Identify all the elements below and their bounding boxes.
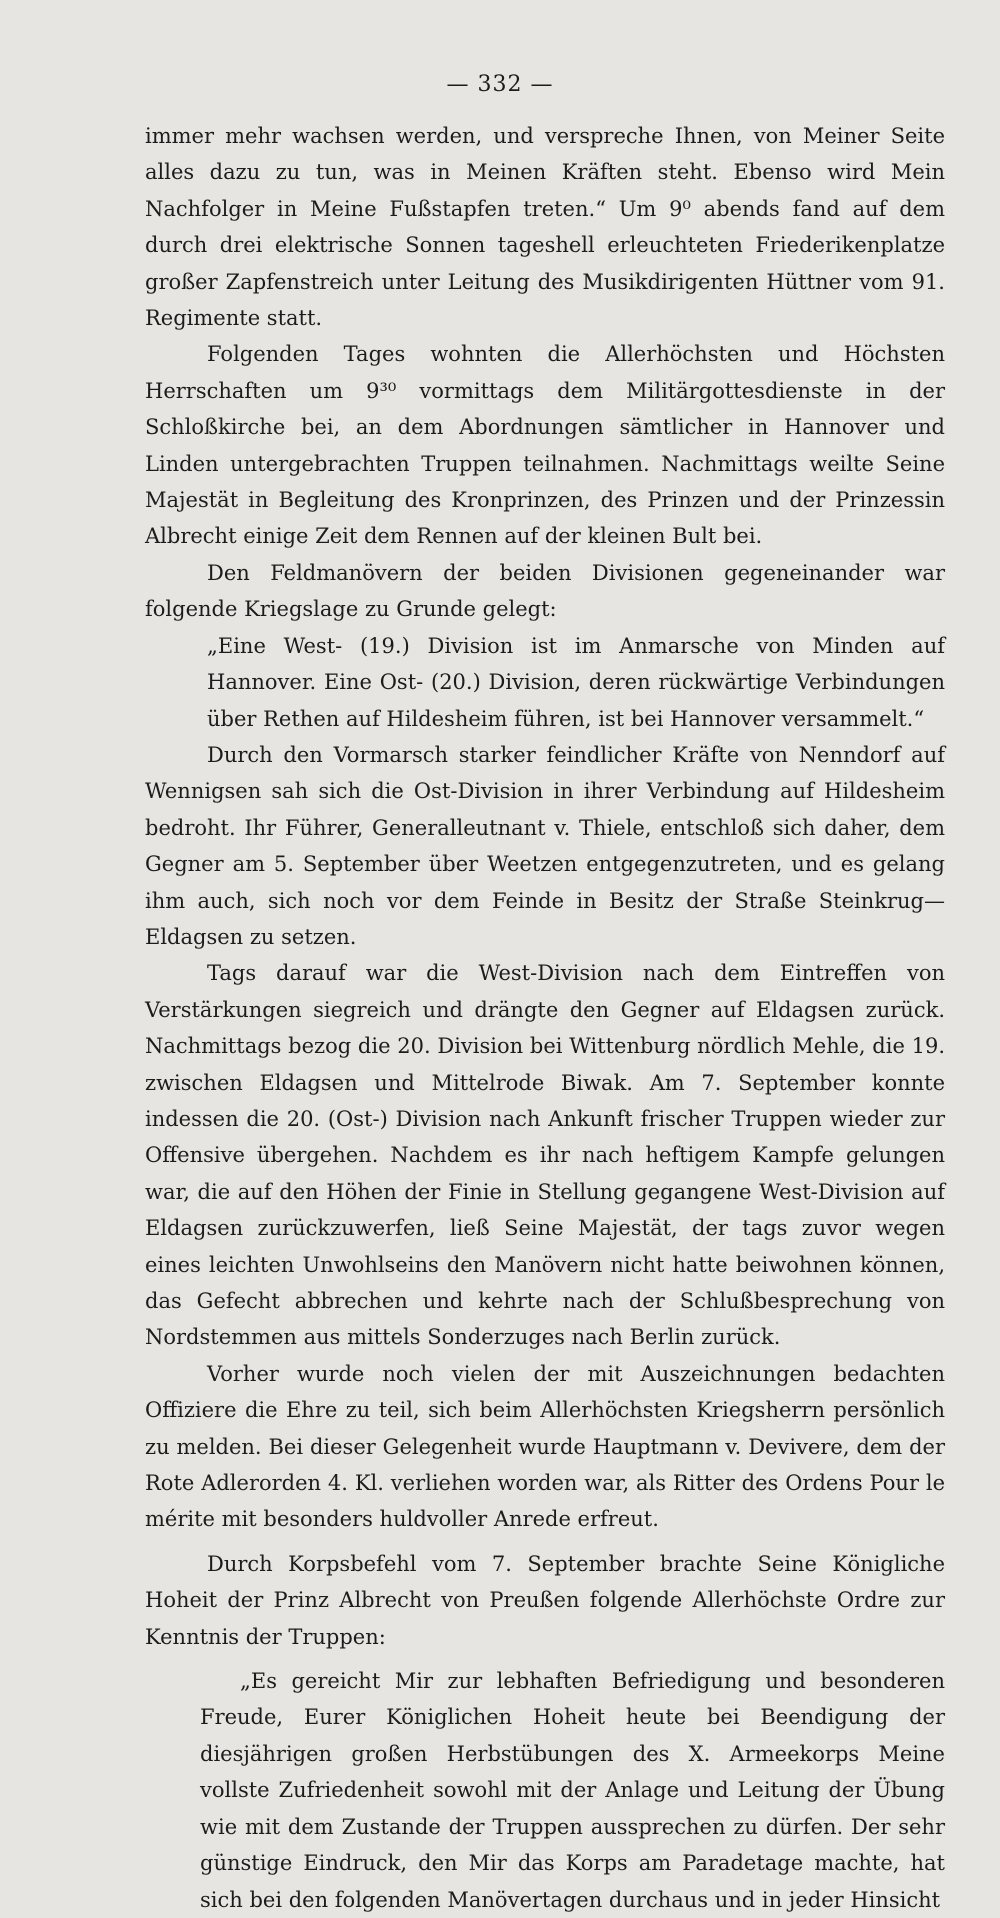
paragraph: Durch Korpsbefehl vom 7. September brachte Seine Königliche Hoheit der Prinz Albrecht von Preußen folgende Allerhöchste Ordre zur Kenntnis der Truppen:	[145, 1551, 945, 1649]
paragraph: Den Feldmanövern der beiden Divisionen gegeneinander war folgende Kriegslage zu Grunde gelegt:	[145, 560, 945, 622]
quoted-situation: „Eine West- (19.) Division ist im Anmarsche von Minden auf Hannover. Eine Ost- (20.) Division, deren rückwärtige Verbindungen über Rethen auf Hildesheim führen, ist bei Hannover versammelt.“	[207, 633, 945, 731]
paragraph: Durch den Vormarsch starker feindlicher Kräfte von Nenndorf auf Wennigsen sah sich die Ost-Division in ihrer Verbindung auf Hildesheim bedroht. Ihr Führer, Generalleutnant v. Thiele, entschloß sich daher, dem Gegner am 5. September über Weetzen entgegenzutreten, und es gelang ihm auch, sich noch vor dem Feinde in Besitz der Straße Steinkrug—Eldagsen zu setzen.	[145, 742, 945, 949]
paragraph: Folgenden Tages wohnten die Allerhöchsten und Höchsten Herrschaften um 9³⁰ vormittags dem Militärgottesdienste in der Schloßkirche bei, an dem Abordnungen sämtlicher in Hannover und Linden untergebrachten Truppen teilnahmen. Nachmittags weilte Seine Majestät in Begleitung des Kronprinzen, des Prinzen und der Prinzessin Albrecht einige Zeit dem Rennen auf der kleinen Bult bei.	[145, 342, 945, 549]
quoted-order: „Es gereicht Mir zur lebhaften Befriedigung und besonderen Freude, Eurer Königlichen Hoheit heute bei Beendigung der diesjährigen großen Herbstübungen des X. Armeekorps Meine vollste Zufriedenheit sowohl mit der Anlage und Leitung der Übung wie mit dem Zustande der Truppen aussprechen zu dürfen. Der sehr günstige Eindruck, den Mir das Korps am Paradetage machte, hat sich bei den folgenden Manövertagen durchaus und in jeder Hinsicht	[200, 1669, 945, 1912]
paragraph: Vorher wurde noch vielen der mit Auszeichnungen bedachten Offiziere die Ehre zu teil, sich beim Allerhöchsten Kriegsherrn persönlich zu melden. Bei dieser Gelegenheit wurde Hauptmann v. Devivere, dem der Rote Adlerorden 4. Kl. verliehen worden war, als Ritter des Ordens Pour le mérite mit besonders huldvoller Anrede erfreut.	[145, 1361, 945, 1532]
body-text	[145, 118, 945, 1918]
paragraph: immer mehr wachsen werden, und verspreche Ihnen, von Meiner Seite alles dazu zu tun, was in Meinen Kräften steht. Ebenso wird Mein Nachfolger in Meine Fußstapfen treten.“ Um 9⁰ abends fand auf dem durch drei elektrische Sonnen tageshell erleuchteten Friederikenplatze großer Zapfenstreich unter Leitung des Musikdirigenten Hüttner vom 91. Regimente statt.	[145, 124, 945, 331]
paragraph: Tags darauf war die West-Division nach dem Eintreffen von Verstärkungen siegreich und drängte den Gegner auf Eldagsen zurück. Nachmittags bezog die 20. Division bei Wittenburg nördlich Mehle, die 19. zwischen Eldagsen und Mittelrode Biwak. Am 7. September konnte indessen die 20. (Ost-) Division nach Ankunft frischer Truppen wieder zur Offensive übergehen. Nachdem es ihr nach heftigem Kampfe gelungen war, die auf den Höhen der Finie in Stellung gegangene West-Division auf Eldagsen zurückzuwerfen, ließ Seine Majestät, der tags zuvor wegen eines leichten Unwohlseins den Manövern nicht hatte beiwohnen können, das Gefecht abbrechen und kehrte nach der Schlußbesprechung von Nordstemmen aus mittels Sonderzuges nach Berlin zurück.	[145, 961, 945, 1350]
page-number: — 332 —	[446, 72, 554, 97]
